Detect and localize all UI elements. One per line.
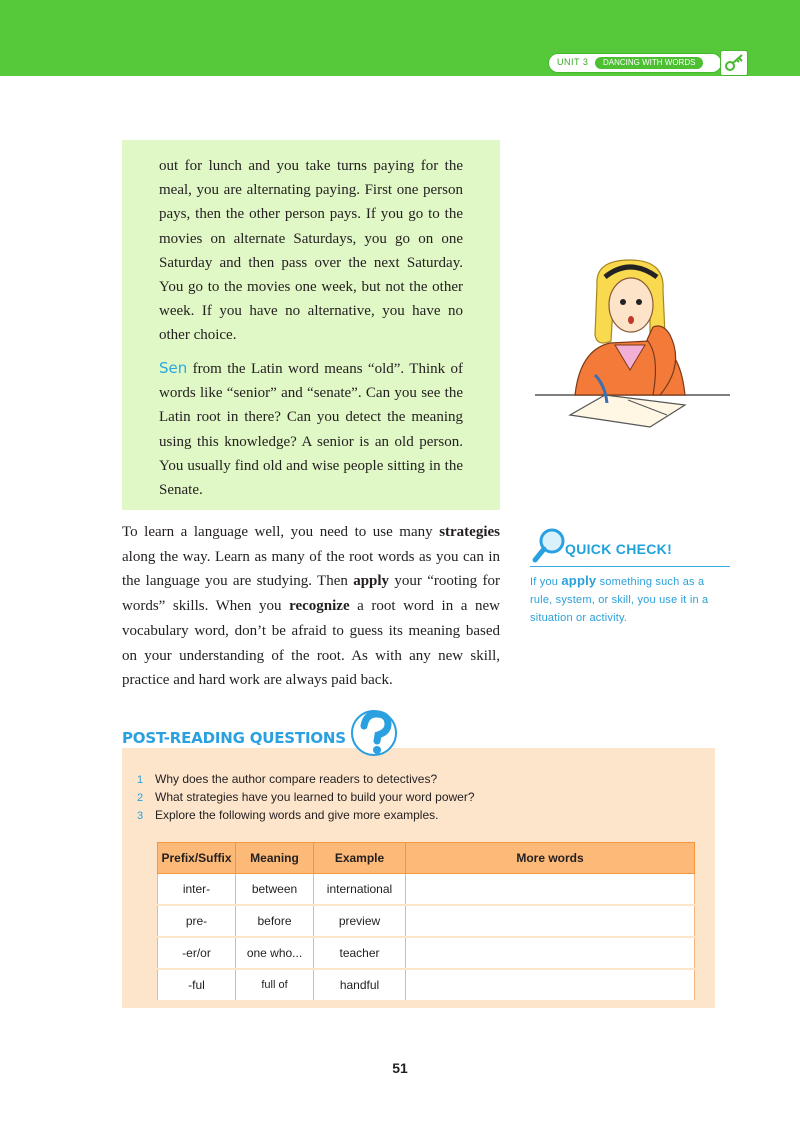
passage-paragraph-2-text: from the Latin word means “old”. Think of words like “senior” and “senate”. Can you see the Latin root in there? Can you detect the meaning using this knowledge? A senior is an old person. You usually find old and wise people sitting in the Senate. xyxy=(159,361,464,499)
unit-title: DANCING WITH WORDS xyxy=(595,57,703,69)
question-2 xyxy=(137,790,475,804)
unit-label: UNIT 3 xyxy=(557,57,589,67)
quick-check-text-post: something such as a rule, system, or skill, you use it in a situation or activity. xyxy=(530,576,709,624)
magnifier-icon xyxy=(530,525,570,565)
unit-tab xyxy=(548,52,748,74)
cell-more-words[interactable] xyxy=(406,874,695,906)
root-word-sen: Sen xyxy=(159,359,188,377)
cell-prefix: inter- xyxy=(158,874,236,906)
table-row xyxy=(158,905,695,937)
main-text-1: To learn a language well, you need to use many xyxy=(122,524,440,540)
question-number: 3 xyxy=(137,810,144,822)
keyword-recognize: recognize xyxy=(289,598,350,615)
cell-meaning: before xyxy=(236,905,314,937)
reading-passage-box xyxy=(122,140,500,510)
post-reading-title: POST-READING QUESTIONS xyxy=(122,729,346,747)
main-text-4: a root word in a new vocabulary word, don’t be afraid to guess its meaning based on your understanding of the root. As with any new skill, practice and hard work are always paid back. xyxy=(122,598,500,689)
quick-check-keyword: apply xyxy=(561,573,597,588)
question-number: 2 xyxy=(137,792,144,804)
cell-meaning: between xyxy=(236,874,314,906)
post-reading-box xyxy=(122,748,715,1008)
question-3 xyxy=(137,808,438,822)
cell-prefix: pre- xyxy=(158,905,236,937)
header-meaning: Meaning xyxy=(236,843,314,874)
header-more-words: More words xyxy=(406,843,695,874)
cell-meaning: one who... xyxy=(236,937,314,969)
passage-paragraph-2 xyxy=(159,356,463,502)
unit-pill xyxy=(548,53,722,73)
cell-prefix: -ful xyxy=(158,969,236,1001)
cell-meaning: full of xyxy=(236,969,314,1001)
question-1 xyxy=(137,772,437,786)
question-text: Explore the following words and give more examples. xyxy=(155,808,439,822)
quick-check-text-pre: If you xyxy=(530,576,562,588)
main-text-3: your “rooting for words” skills. When you xyxy=(122,573,500,615)
cell-example: international xyxy=(314,874,406,906)
cell-more-words[interactable] xyxy=(406,937,695,969)
header-example: Example xyxy=(314,843,406,874)
cell-more-words[interactable] xyxy=(406,969,695,1001)
header-bar xyxy=(0,0,800,76)
cell-example: teacher xyxy=(314,937,406,969)
header-prefix-suffix: Prefix/Suffix xyxy=(158,843,236,874)
cell-example: preview xyxy=(314,905,406,937)
quick-check-divider xyxy=(530,566,730,567)
girl-studying-illustration xyxy=(535,255,730,445)
quick-check-title: QUICK CHECK! xyxy=(565,541,673,557)
question-mark-icon xyxy=(348,708,400,758)
key-icon xyxy=(720,50,748,76)
cell-more-words[interactable] xyxy=(406,905,695,937)
main-text-2: along the way. Learn as many of the root words as you can in the language you are studying. Then xyxy=(122,548,500,590)
table-row xyxy=(158,969,695,1001)
question-number: 1 xyxy=(137,774,144,786)
page-number: 51 xyxy=(392,1060,408,1076)
table-header-row xyxy=(158,843,695,874)
table-row xyxy=(158,937,695,969)
question-text: What strategies have you learned to build your word power? xyxy=(155,790,475,804)
main-paragraph xyxy=(122,520,500,693)
word-table xyxy=(157,842,695,1002)
keyword-strategies: strategies xyxy=(439,524,500,540)
table-row xyxy=(158,874,695,906)
passage-paragraph-1: out for lunch and you take turns paying for the meal, you are alternating paying. First one person pays, then the other person pays. If you go to the movies on alternate Saturdays, you go on one Saturday and then pass over the next Saturday. You go to the movies one week, but not the other week. If you have no alternative, you have no other choice. xyxy=(159,158,463,344)
cell-example: handful xyxy=(314,969,406,1001)
quick-check-text xyxy=(530,572,716,627)
cell-prefix: -er/or xyxy=(158,937,236,969)
keyword-apply: apply xyxy=(353,573,390,590)
question-text: Why does the author compare readers to detectives? xyxy=(155,772,438,786)
